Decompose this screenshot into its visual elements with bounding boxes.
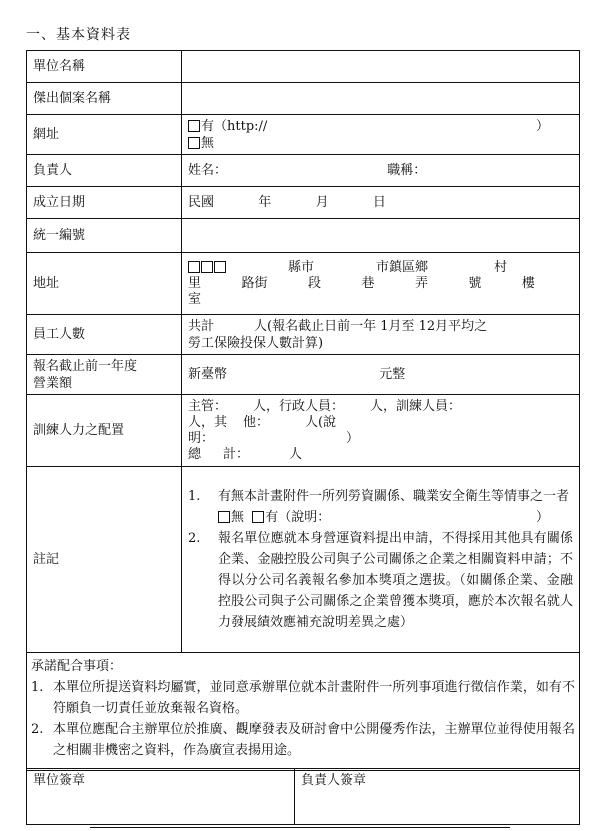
founded-month: 月 [315, 195, 329, 210]
pledge-item [31, 719, 575, 761]
unit-seal-label: 單位簽章 [33, 773, 86, 788]
website-no-label: 無 [201, 135, 215, 151]
tax-id-label: 統一編號 [27, 219, 182, 253]
row-unit-name [27, 51, 580, 83]
address-field[interactable] [182, 253, 580, 315]
training-trainer: 人，訓練人員： [370, 398, 462, 414]
head-field[interactable] [182, 155, 580, 187]
case-name-label: 傑出個案名稱 [27, 83, 182, 115]
address-road: 路街 [241, 275, 268, 291]
pledge-item [31, 677, 575, 719]
pledge-section [27, 653, 580, 771]
website-yes-label: 有（http:// [201, 118, 268, 134]
note-1-text: 有無本計畫附件一所列勞資關係、職業安全衛生等情事之一者 [218, 489, 570, 504]
training-other-c: 人(說 [305, 414, 337, 430]
revenue-label [27, 355, 182, 395]
note-1-no-checkbox[interactable] [218, 511, 230, 523]
revenue-label-line1: 報名截止前一年度 [33, 358, 138, 374]
unit-name-label: 單位名稱 [27, 51, 182, 83]
revenue-label-line2: 營業額 [33, 375, 73, 391]
note-1-yes-label: 有（說明： [265, 510, 331, 525]
training-other-a: 人，其 [188, 414, 228, 430]
website-yes-checkbox[interactable] [188, 120, 200, 132]
tax-id-field[interactable] [182, 219, 580, 253]
basic-info-table [26, 50, 580, 771]
revenue-currency: 新臺幣 [188, 367, 228, 382]
pledge-2-num: 2. [31, 722, 44, 737]
founded-field[interactable] [182, 187, 580, 219]
unit-name-field[interactable] [182, 51, 580, 83]
row-tax-id [27, 219, 580, 253]
training-total-b: 計： [223, 446, 250, 462]
address-label: 地址 [27, 253, 182, 315]
footer-divider [90, 827, 510, 828]
employees-label: 員工人數 [27, 315, 182, 355]
notes-field [182, 467, 580, 653]
training-field[interactable] [182, 395, 580, 467]
address-village: 村 [494, 259, 508, 275]
address-floor: 樓 [521, 275, 535, 291]
employees-field[interactable] [182, 315, 580, 355]
employees-note-1: 人(報名截止日前一年 1月至 12月平均之 [254, 318, 488, 334]
head-seal-field[interactable] [295, 769, 580, 825]
row-training [27, 395, 580, 467]
training-admin: 人，行政人員： [253, 398, 345, 414]
note-item-1 [188, 486, 573, 528]
address-county: 縣市 [288, 259, 315, 275]
founded-year: 年 [258, 195, 272, 210]
employees-note-2: 勞工保險投保人數計算) [188, 335, 324, 351]
case-name-field[interactable] [182, 83, 580, 115]
founded-day: 日 [372, 195, 386, 210]
training-total-a: 總 [188, 446, 202, 462]
employees-total-label: 共計 [188, 318, 215, 334]
row-revenue [27, 355, 580, 395]
notes-label: 註記 [27, 467, 182, 653]
note-1-close: ） [535, 510, 549, 525]
founded-era: 民國 [188, 195, 215, 210]
note-item-2 [188, 528, 573, 633]
head-seal-label: 負責人簽章 [301, 773, 367, 788]
website-field[interactable] [182, 115, 580, 155]
note-1-yes-checkbox[interactable] [252, 511, 264, 523]
pledge-1-num: 1. [31, 680, 44, 695]
row-case-name [27, 83, 580, 115]
pledge-2-text: 本單位應配合主辦單位於推廣、觀摩發表及研討會中公開優秀作法，主辦單位並得使用報名之相關非機密之資料，作為廣宣表揚用途。 [53, 722, 575, 758]
address-lane: 巷 [361, 275, 375, 291]
founded-label: 成立日期 [27, 187, 182, 219]
address-alley: 弄 [414, 275, 428, 291]
website-no-checkbox[interactable] [188, 137, 200, 149]
row-website [27, 115, 580, 155]
row-founded [27, 187, 580, 219]
pledge-title: 承諾配合事項： [31, 659, 123, 674]
row-address [27, 253, 580, 315]
training-manager: 主管： [188, 398, 228, 414]
row-employees [27, 315, 580, 355]
website-label: 網址 [27, 115, 182, 155]
postcode-box-3[interactable] [214, 261, 226, 273]
revenue-field[interactable] [182, 355, 580, 395]
pledge-1-text: 本單位所提送資料均屬實，並同意承辦單位就本計畫附件一所列事項進行徵信作業，如有不符願負一切責任並放棄報名資格。 [53, 680, 575, 716]
section-title: 一、基本資料表 [26, 27, 131, 43]
training-explain: 明： [188, 430, 215, 446]
row-pledge [27, 653, 580, 771]
postcode-box-2[interactable] [201, 261, 213, 273]
note-1-num: 1. [188, 489, 201, 504]
training-total-c: 人 [289, 446, 303, 462]
head-title-label: 職稱： [387, 163, 427, 178]
row-head [27, 155, 580, 187]
training-label: 訓練人力之配置 [27, 395, 182, 467]
note-2-text: 報名單位應就本身營運資料提出申請，不得採用其他具有關係企業、金融控股公司與子公司關係之企業之相關資料申請；不得以分公司名義報名參加本獎項之選拔。（如關係企業、金融控股公司與子公司關係之企業曾獲本獎項，應於本次報名就人力發展績效應補充說明差異之處） [218, 531, 573, 630]
address-room: 室 [188, 291, 202, 307]
note-2-num: 2. [188, 531, 201, 546]
row-notes [27, 467, 580, 653]
address-town: 市鎮區鄉 [376, 259, 429, 275]
revenue-unit: 元整 [379, 367, 406, 382]
unit-seal-field[interactable] [27, 769, 295, 825]
note-1-no-label: 無 [231, 510, 245, 525]
website-close-paren: ） [535, 118, 549, 134]
postcode-box-1[interactable] [188, 261, 200, 273]
head-name-label: 姓名： [188, 163, 228, 178]
address-no: 號 [468, 275, 482, 291]
address-section: 段 [307, 275, 321, 291]
signature-table [26, 768, 580, 825]
training-other-b: 他： [243, 414, 270, 430]
training-explain-close: ） [346, 430, 360, 446]
address-li: 里 [188, 275, 202, 291]
head-label: 負責人 [27, 155, 182, 187]
